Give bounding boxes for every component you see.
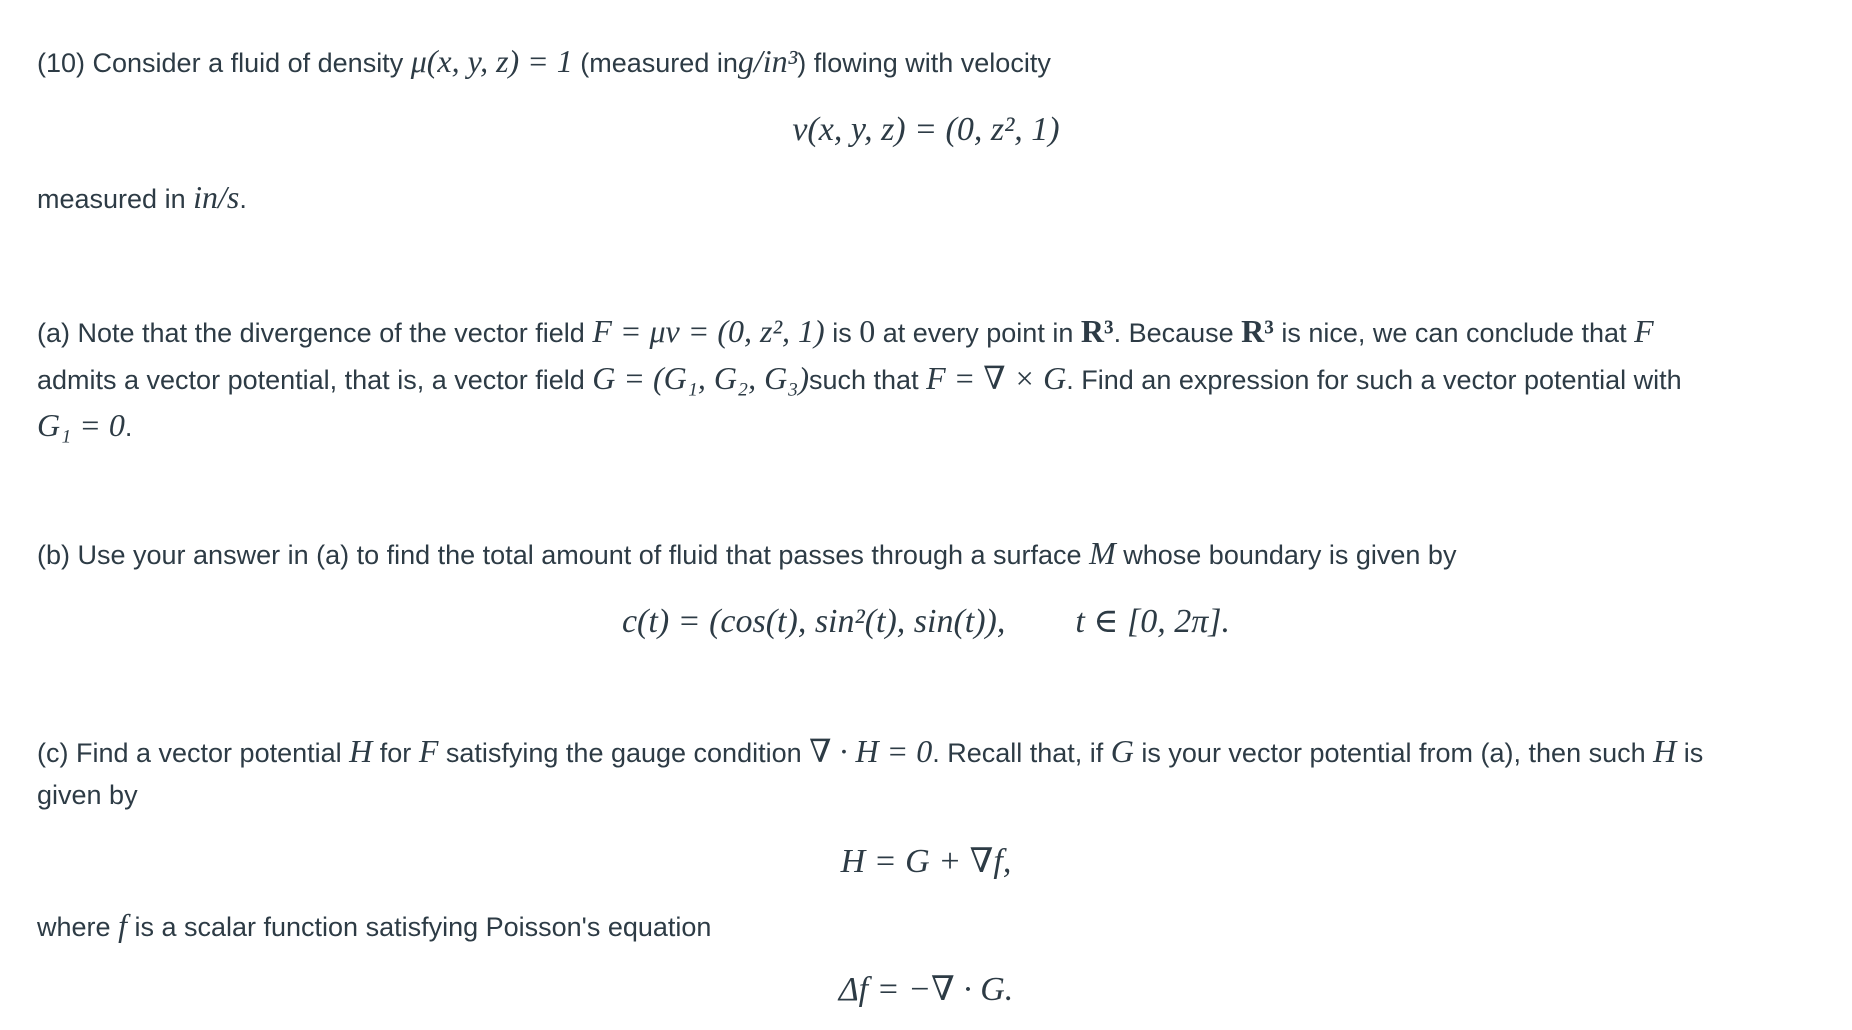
curve-equation: c(t) = (cos(t), sin²(t), sin(t)), [621,603,1006,640]
part-a-text: at every point in [882,318,1074,348]
part-c-text: where [37,912,111,942]
intro-text: (10) Consider a fluid of density [37,48,404,78]
part-c-text: satisfying the gauge condition [445,738,802,768]
problem-intro-line [37,42,1051,82]
divergence-value: 0 [859,313,876,349]
part-a-text: is nice, we can conclude that [1281,318,1627,348]
part-a-text: . Because [1113,318,1234,348]
part-c-line-3 [37,906,711,946]
part-c-text: given by [37,780,138,810]
part-a-text: . Find an expression for such a vector potential with [1066,365,1682,395]
part-b-text: (b) Use your answer in (a) to find the total amount of fluid that passes through a surface [37,540,1082,570]
surface-symbol: M [1089,535,1116,571]
density-function: μ(x, y, z) = 1 [410,43,573,79]
r3-symbol: R³ [1241,313,1274,349]
part-a-text: such that [809,365,919,395]
part-a-text: admits a vector potential, that is, a vector field [37,365,585,395]
gauge-condition: ∇ · H = 0 [809,733,933,769]
poisson-equation: Δf = −∇ · G. [838,971,1014,1008]
part-b-text: whose boundary is given by [1123,540,1457,570]
curve-equation-row [0,600,1852,644]
part-a-line-1 [37,312,1654,352]
part-a-line-2 [37,359,1682,399]
parameter-domain: t ∈ [0, 2π]. [1075,603,1231,640]
f-scalar-symbol: f [118,907,127,943]
part-a-text: . [124,412,133,442]
g-symbol: G [1110,733,1134,769]
part-c-line-1 [37,732,1703,772]
part-c-text: is a scalar function satisfying Poisson's equation [134,912,712,942]
part-b-line-1 [37,534,1456,574]
h-symbol: H [349,733,373,769]
density-units: g/in³ [737,43,798,79]
g1-condition: G₁ = 0 [37,407,125,443]
g-definition: G = (G₁, G₂, G₃) [592,360,809,396]
part-a-text: (a) Note that the divergence of the vector field [37,318,585,348]
measured-line [37,178,247,218]
density-units-prefix: (measured in [580,48,738,78]
part-a-text: is [832,318,852,348]
part-c-text: is [1683,738,1704,768]
h-equation: H = G + ∇f, [840,843,1012,880]
f-symbol: F [1634,313,1654,349]
part-c-text: is your vector potential from (a), then such [1141,738,1646,768]
velocity-equation: v(x, y, z) = (0, z², 1) [792,111,1060,148]
field-equation: F = μv = (0, z², 1) [592,313,825,349]
measured-text: measured in [37,184,186,214]
r3-symbol: R³ [1080,313,1114,349]
part-c-text: . Recall that, if [932,738,1104,768]
f-symbol: F [418,733,439,769]
velocity-units: in/s [193,179,240,215]
part-c-line-2 [37,776,138,814]
curl-equation: F = ∇ × G [926,360,1067,396]
part-c-text: (c) Find a vector potential [37,738,342,768]
h-symbol: H [1653,733,1677,769]
intro-suffix: ) flowing with velocity [797,48,1051,78]
part-c-text: for [379,738,412,768]
part-a-line-3 [37,406,132,446]
measured-suffix: . [239,184,247,214]
